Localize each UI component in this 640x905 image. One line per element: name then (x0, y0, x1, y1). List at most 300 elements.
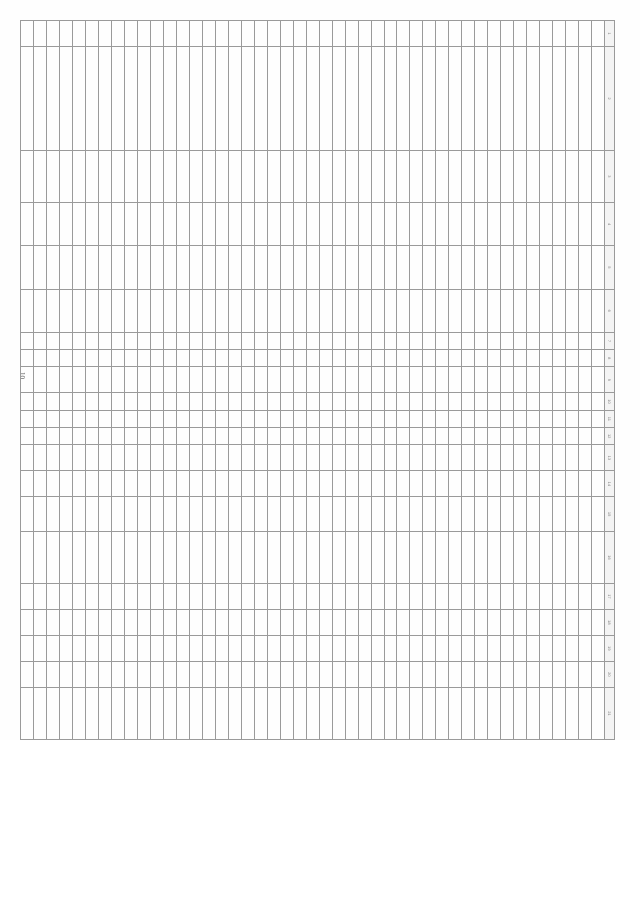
table-cell (436, 471, 449, 497)
table-cell (99, 150, 112, 202)
table-cell (319, 445, 332, 471)
table-cell (423, 428, 436, 445)
table-cell (138, 289, 151, 332)
table-cell (177, 150, 190, 202)
table-cell (566, 428, 579, 445)
table-cell (436, 428, 449, 445)
table-cell (254, 350, 267, 367)
table-cell (21, 635, 34, 661)
table-cell (73, 46, 86, 150)
table-cell (527, 332, 540, 349)
table-cell (125, 350, 138, 367)
table-cell (488, 471, 501, 497)
table-cell (527, 635, 540, 661)
table-row (228, 21, 241, 740)
table-cell (423, 687, 436, 739)
table-row (410, 21, 423, 740)
table-cell (423, 46, 436, 150)
table-cell (592, 497, 605, 532)
table-cell (73, 445, 86, 471)
table-cell (177, 367, 190, 393)
table-cell (501, 471, 514, 497)
table-cell (164, 661, 177, 687)
table-cell (397, 46, 410, 150)
table-cell (254, 583, 267, 609)
table-cell (99, 687, 112, 739)
table-cell (423, 471, 436, 497)
table-cell (267, 202, 280, 245)
table-cell (241, 46, 254, 150)
table-cell (488, 202, 501, 245)
table-cell (345, 289, 358, 332)
table-cell (449, 21, 462, 47)
column-header: 4 (605, 202, 615, 245)
table-cell (47, 531, 60, 583)
table-cell (501, 21, 514, 47)
table-cell (501, 410, 514, 427)
table-cell (449, 497, 462, 532)
table-cell (410, 46, 423, 150)
table-cell (151, 246, 164, 289)
table-cell (540, 428, 553, 445)
table-cell (112, 150, 125, 202)
table-cell (177, 410, 190, 427)
table-cell (86, 445, 99, 471)
table-cell (228, 246, 241, 289)
table-cell (501, 609, 514, 635)
table-cell (514, 367, 527, 393)
table-cell (384, 332, 397, 349)
table-cell (215, 497, 228, 532)
table-cell (540, 471, 553, 497)
table-cell (112, 583, 125, 609)
table-cell (202, 609, 215, 635)
table-cell (332, 583, 345, 609)
table-cell (319, 428, 332, 445)
table-cell (462, 661, 475, 687)
table-cell (397, 445, 410, 471)
table-cell (60, 531, 73, 583)
table-cell (592, 410, 605, 427)
table-cell (579, 332, 592, 349)
table-cell (177, 202, 190, 245)
table-cell (34, 393, 47, 410)
table-cell (138, 246, 151, 289)
table-cell (99, 497, 112, 532)
table-cell (397, 410, 410, 427)
table-cell (384, 583, 397, 609)
table-cell (190, 332, 203, 349)
table-cell (436, 531, 449, 583)
table-cell (436, 367, 449, 393)
table-cell (215, 393, 228, 410)
table-cell (306, 531, 319, 583)
table-cell (164, 531, 177, 583)
table-cell (177, 531, 190, 583)
table-cell (423, 445, 436, 471)
table-cell (280, 202, 293, 245)
table-cell (345, 393, 358, 410)
table-cell (553, 471, 566, 497)
table-cell (501, 350, 514, 367)
table-cell (138, 21, 151, 47)
table-cell (540, 497, 553, 532)
table-cell (592, 350, 605, 367)
table-cell (190, 635, 203, 661)
table-cell (280, 531, 293, 583)
table-cell (371, 246, 384, 289)
table-cell (112, 21, 125, 47)
table-cell (592, 428, 605, 445)
table-cell (371, 531, 384, 583)
table-cell (527, 410, 540, 427)
table-cell (358, 471, 371, 497)
table-cell (267, 46, 280, 150)
table-cell (241, 531, 254, 583)
table-cell (436, 687, 449, 739)
table-cell (306, 497, 319, 532)
table-cell (527, 661, 540, 687)
table-cell (566, 246, 579, 289)
table-cell (423, 609, 436, 635)
table-cell (73, 583, 86, 609)
table-cell (332, 46, 345, 150)
table-cell (86, 246, 99, 289)
column-header: 19 (605, 635, 615, 661)
table-cell (371, 661, 384, 687)
table-cell (138, 393, 151, 410)
table-cell (358, 428, 371, 445)
table-cell (319, 393, 332, 410)
column-header: 2 (605, 46, 615, 150)
table-cell (345, 246, 358, 289)
table-cell (138, 661, 151, 687)
table-cell (215, 367, 228, 393)
table-cell (553, 350, 566, 367)
table-cell (73, 367, 86, 393)
table-cell (566, 202, 579, 245)
table-cell (138, 583, 151, 609)
table-cell (73, 497, 86, 532)
table-cell (138, 497, 151, 532)
table-cell (592, 609, 605, 635)
table-cell (99, 367, 112, 393)
table-cell (579, 150, 592, 202)
table-cell (60, 635, 73, 661)
table-cell (190, 445, 203, 471)
table-cell (112, 471, 125, 497)
table-cell (34, 428, 47, 445)
table-cell (254, 367, 267, 393)
table-cell (488, 609, 501, 635)
table-cell (345, 46, 358, 150)
table-cell (177, 583, 190, 609)
table-cell (99, 246, 112, 289)
table-cell (553, 531, 566, 583)
table-cell (306, 445, 319, 471)
table-cell (125, 46, 138, 150)
table-cell (527, 21, 540, 47)
table-cell (332, 332, 345, 349)
table-cell (358, 583, 371, 609)
table-cell (267, 687, 280, 739)
table-cell (566, 609, 579, 635)
table-cell (514, 635, 527, 661)
table-cell (553, 497, 566, 532)
table-cell (514, 583, 527, 609)
table-cell (566, 661, 579, 687)
table-row (332, 21, 345, 740)
table-cell (254, 410, 267, 427)
table-cell (112, 635, 125, 661)
table-cell (488, 21, 501, 47)
table-cell (358, 687, 371, 739)
table-cell (566, 393, 579, 410)
table-cell (215, 332, 228, 349)
table-cell (345, 635, 358, 661)
table-row (47, 21, 60, 740)
table-cell (190, 289, 203, 332)
table-cell (514, 332, 527, 349)
table-cell (267, 393, 280, 410)
table-cell (371, 471, 384, 497)
table-cell (267, 350, 280, 367)
table-cell (566, 687, 579, 739)
table-cell (228, 21, 241, 47)
table-cell (397, 428, 410, 445)
table-cell (306, 393, 319, 410)
table-cell (125, 428, 138, 445)
table-cell (475, 150, 488, 202)
table-cell (384, 350, 397, 367)
table-cell (164, 471, 177, 497)
table-cell (384, 46, 397, 150)
table-cell (423, 332, 436, 349)
table-cell (488, 393, 501, 410)
table-cell (371, 332, 384, 349)
table-cell (592, 332, 605, 349)
table-cell (319, 150, 332, 202)
table-cell (475, 497, 488, 532)
table-cell (371, 635, 384, 661)
table-cell (319, 202, 332, 245)
table-cell (254, 289, 267, 332)
table-cell (202, 497, 215, 532)
table-cell (306, 367, 319, 393)
table-cell (488, 445, 501, 471)
table-cell (293, 246, 306, 289)
table-cell (293, 410, 306, 427)
table-cell (540, 46, 553, 150)
table-cell (293, 445, 306, 471)
table-cell (254, 393, 267, 410)
table-row (267, 21, 280, 740)
table-cell (215, 531, 228, 583)
table-row (151, 21, 164, 740)
table-cell (86, 410, 99, 427)
table-cell (267, 410, 280, 427)
table-cell (164, 246, 177, 289)
table-cell (501, 332, 514, 349)
table-cell (527, 609, 540, 635)
table-cell (371, 583, 384, 609)
table-cell (527, 289, 540, 332)
table-cell (410, 609, 423, 635)
table-cell (202, 202, 215, 245)
table-cell (125, 393, 138, 410)
table-cell (371, 46, 384, 150)
table-cell (462, 202, 475, 245)
table-cell (436, 46, 449, 150)
table-cell (21, 497, 34, 532)
table-cell (384, 531, 397, 583)
table-cell (371, 687, 384, 739)
column-header: 16 (605, 531, 615, 583)
table-cell (267, 289, 280, 332)
table-cell (86, 609, 99, 635)
table-cell (397, 635, 410, 661)
table-cell (488, 687, 501, 739)
table-cell (384, 150, 397, 202)
table-cell (566, 332, 579, 349)
table-cell (21, 410, 34, 427)
table-cell (579, 202, 592, 245)
table-cell (423, 531, 436, 583)
table-cell (475, 350, 488, 367)
table-cell (449, 367, 462, 393)
table-cell (47, 202, 60, 245)
table-cell (241, 367, 254, 393)
table-cell (215, 583, 228, 609)
table-cell (553, 289, 566, 332)
table-cell (99, 46, 112, 150)
table-cell (73, 393, 86, 410)
table-cell (21, 609, 34, 635)
table-cell (436, 393, 449, 410)
page-number: 10 (18, 372, 26, 379)
table-cell (202, 410, 215, 427)
table-cell (215, 661, 228, 687)
table-cell (384, 635, 397, 661)
table-cell (527, 46, 540, 150)
table-cell (267, 635, 280, 661)
table-cell (60, 583, 73, 609)
table-row (177, 21, 190, 740)
table-cell (112, 497, 125, 532)
table-cell (21, 202, 34, 245)
table-cell (358, 531, 371, 583)
table-cell (164, 497, 177, 532)
table-cell (410, 289, 423, 332)
table-cell (462, 497, 475, 532)
table-cell (579, 410, 592, 427)
table-cell (332, 350, 345, 367)
table-cell (553, 150, 566, 202)
table-cell (254, 497, 267, 532)
data-table (20, 20, 615, 740)
table-cell (21, 583, 34, 609)
table-cell (306, 428, 319, 445)
table-cell (501, 661, 514, 687)
table-cell (449, 687, 462, 739)
table-cell (177, 635, 190, 661)
table-cell (215, 350, 228, 367)
table-cell (527, 497, 540, 532)
table-row (112, 21, 125, 740)
table-cell (462, 21, 475, 47)
table-cell (579, 687, 592, 739)
table-cell (177, 289, 190, 332)
table-cell (293, 332, 306, 349)
table-cell (202, 687, 215, 739)
table-cell (21, 393, 34, 410)
table-cell (488, 635, 501, 661)
table-cell (293, 531, 306, 583)
table-cell (280, 350, 293, 367)
table-cell (566, 583, 579, 609)
table-cell (384, 202, 397, 245)
table-cell (164, 635, 177, 661)
table-cell (293, 428, 306, 445)
table-cell (125, 410, 138, 427)
table-cell (151, 531, 164, 583)
table-row (86, 21, 99, 740)
table-cell (449, 350, 462, 367)
table-cell (267, 367, 280, 393)
table-cell (306, 332, 319, 349)
column-header: 8 (605, 350, 615, 367)
table-cell (138, 531, 151, 583)
table-cell (99, 202, 112, 245)
table-cell (280, 393, 293, 410)
table-cell (202, 46, 215, 150)
table-cell (112, 428, 125, 445)
table-cell (423, 21, 436, 47)
table-cell (177, 21, 190, 47)
table-cell (332, 428, 345, 445)
table-cell (125, 471, 138, 497)
table-cell (410, 471, 423, 497)
table-cell (462, 393, 475, 410)
table-header-row (605, 21, 615, 740)
table-cell (592, 635, 605, 661)
table-cell (241, 428, 254, 445)
table-cell (138, 367, 151, 393)
table-cell (410, 21, 423, 47)
table-cell (553, 202, 566, 245)
table-cell (553, 46, 566, 150)
table-cell (164, 46, 177, 150)
table-cell (86, 583, 99, 609)
table-cell (112, 332, 125, 349)
table-cell (540, 289, 553, 332)
table-cell (21, 661, 34, 687)
table-cell (254, 445, 267, 471)
table-cell (397, 289, 410, 332)
table-cell (501, 445, 514, 471)
table-cell (280, 687, 293, 739)
table-cell (177, 445, 190, 471)
table-cell (60, 150, 73, 202)
table-cell (21, 531, 34, 583)
table-cell (462, 289, 475, 332)
table-cell (540, 410, 553, 427)
table-cell (164, 393, 177, 410)
table-cell (21, 428, 34, 445)
column-header: 11 (605, 410, 615, 427)
table-cell (293, 635, 306, 661)
table-cell (254, 150, 267, 202)
